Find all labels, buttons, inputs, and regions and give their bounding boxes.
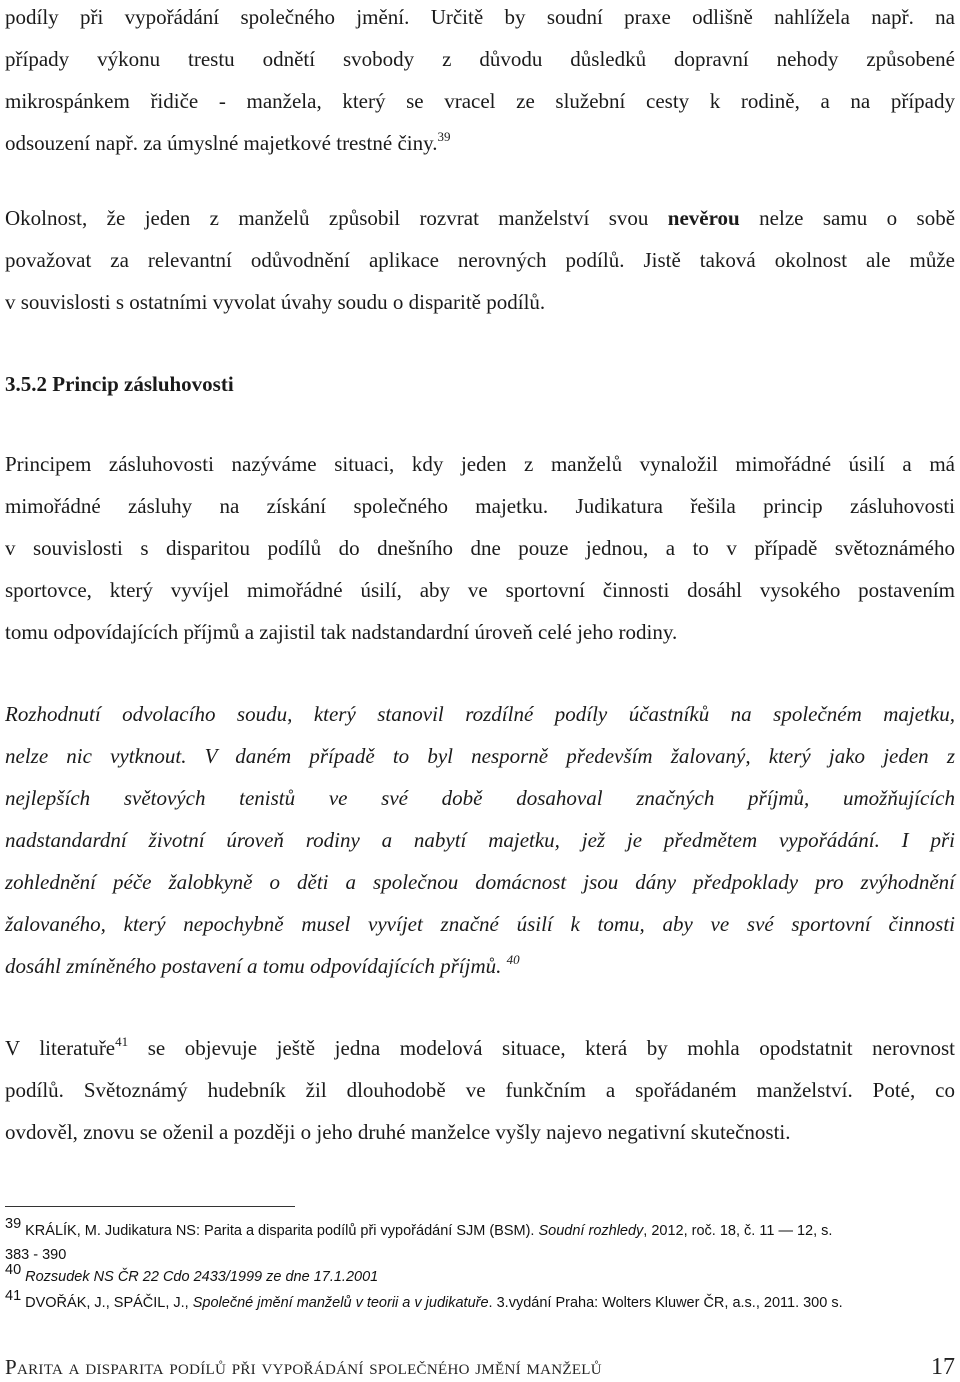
- footnote-text: , 2012, roč. 18, č. 11 — 12, s.: [643, 1223, 833, 1239]
- page-footer: [5, 1352, 955, 1382]
- text-span: nelze samu o sobě: [759, 206, 956, 230]
- footnote-text: DVOŘÁK, J., SPÁČIL, J.,: [25, 1295, 193, 1311]
- text-span: odsouzení např. za úmyslné majetkové trestné činy.: [5, 131, 438, 155]
- text-line: podíly při vypořádání společného jmění. Určitě by soudní praxe odlišně nahlížela např. na: [5, 5, 955, 29]
- text-line: nelze nic vytknout. V daném případě to byl nesporně především žalovaný, který jako jeden z: [5, 744, 955, 768]
- footnote-ref: 39: [437, 129, 451, 144]
- text-line: sportovce, který vyvíjel mimořádné úsilí, aby ve sportovní činnosti dosáhl vysokého postavením: [5, 578, 955, 602]
- text-line: žalovaného, který nepochybně musel vyvíjet značné úsilí k tomu, aby ve své sportovní činnosti: [5, 912, 955, 936]
- text-line: Principem zásluhovosti nazýváme situaci, kdy jeden z manželů vynaložil mimořádné úsilí a má: [5, 452, 955, 476]
- footnote-text: . 3.vydání Praha: Wolters Kluwer ČR, a.s., 2011. 300 s.: [488, 1295, 843, 1311]
- text-line: Rozhodnutí odvolacího soudu, který stanovil rozdílné podíly účastníků na společném majetku,: [5, 702, 955, 726]
- text-line: případy výkonu trestu odnětí svobody z důvodu důsledků dopravní nehody způsobené: [5, 47, 955, 71]
- text-span: se objevuje ještě jedna modelová situace, která by mohla opodstatnit nerovnost: [147, 1036, 956, 1060]
- footnote-39: [5, 1216, 955, 1240]
- text-line: [5, 951, 955, 981]
- footer-title: Parita a disparita podílů při vypořádání společného jmění manželů: [5, 1355, 602, 1379]
- text-line: [5, 1033, 955, 1063]
- section-heading: 3.5.2 Princip zásluhovosti: [5, 372, 234, 396]
- footnote-39-continued: 383 - 390: [5, 1247, 67, 1263]
- text-span: V literatuře: [5, 1036, 116, 1060]
- text-line: v souvislosti s disparitou podílů do dnešního dne pouze jednou, a to v případě světoznámého: [5, 536, 955, 560]
- footnote-separator: [5, 1206, 295, 1207]
- text-line: nejlepších světových tenistů ve své době dosahoval značných příjmů, umožňujících: [5, 786, 955, 810]
- footnote-41: [5, 1288, 955, 1312]
- text-line: mimořádné zásluhy na získání společného majetku. Judikatura řešila princip zásluhovosti: [5, 494, 955, 518]
- text-line: [5, 128, 955, 158]
- text-span: Okolnost, že jeden z manželů způsobil rozvrat manželství svou: [5, 206, 649, 230]
- emphasis-word: nevěrou: [667, 206, 740, 230]
- text-line: podílů. Světoznámý hudebník žil dlouhodobě ve funkčním a spořádaném manželství. Poté, co: [5, 1078, 955, 1102]
- footnote-ref: 40: [506, 952, 520, 967]
- page-number: 17: [931, 1354, 955, 1380]
- footnote-40: [5, 1262, 955, 1286]
- footnote-book-title: Společné jmění manželů v teorii a v judikatuře: [192, 1295, 489, 1311]
- text-line: mikrospánkem řidiče - manžela, který se vracel ze služební cesty k rodině, a na případy: [5, 89, 955, 113]
- footnote-ref: 41: [115, 1034, 129, 1049]
- text-span: dosáhl zmíněného postavení a tomu odpovídajících příjmů.: [5, 954, 502, 978]
- text-line: v souvislosti s ostatními vyvolat úvahy soudu o disparitě podílů.: [5, 290, 546, 314]
- footnote-number: 39: [5, 1216, 22, 1232]
- text-line: nadstandardní životní úroveň rodiny a nabytí majetku, jež je předmětem vypořádání. I při: [5, 828, 955, 852]
- text-line: považovat za relevantní odůvodnění aplikace nerovných podílů. Jistě taková okolnost ale může: [5, 248, 955, 272]
- footnote-number: 41: [5, 1288, 22, 1304]
- footnote-text: KRÁLÍK, M. Judikatura NS: Parita a disparita podílů při vypořádání SJM (BSM).: [25, 1223, 539, 1239]
- text-line: ovdověl, znovu se oženil a později o jeho druhé manželce vyšly najevo negativní skutečnosti.: [5, 1120, 791, 1144]
- footnote-number: 40: [5, 1262, 22, 1278]
- footnote-journal: Soudní rozhledy: [538, 1223, 644, 1239]
- footnote-text: Rozsudek NS ČR 22 Cdo 2433/1999 ze dne 17.1.2001: [25, 1269, 379, 1285]
- text-line: zohlednění péče žalobkyně o děti a společnou domácnost jsou dány předpoklady pro zvýhodnění: [5, 870, 955, 894]
- text-line: [5, 203, 955, 233]
- text-line: tomu odpovídajících příjmů a zajistil tak nadstandardní úroveň celé jeho rodiny.: [5, 620, 678, 644]
